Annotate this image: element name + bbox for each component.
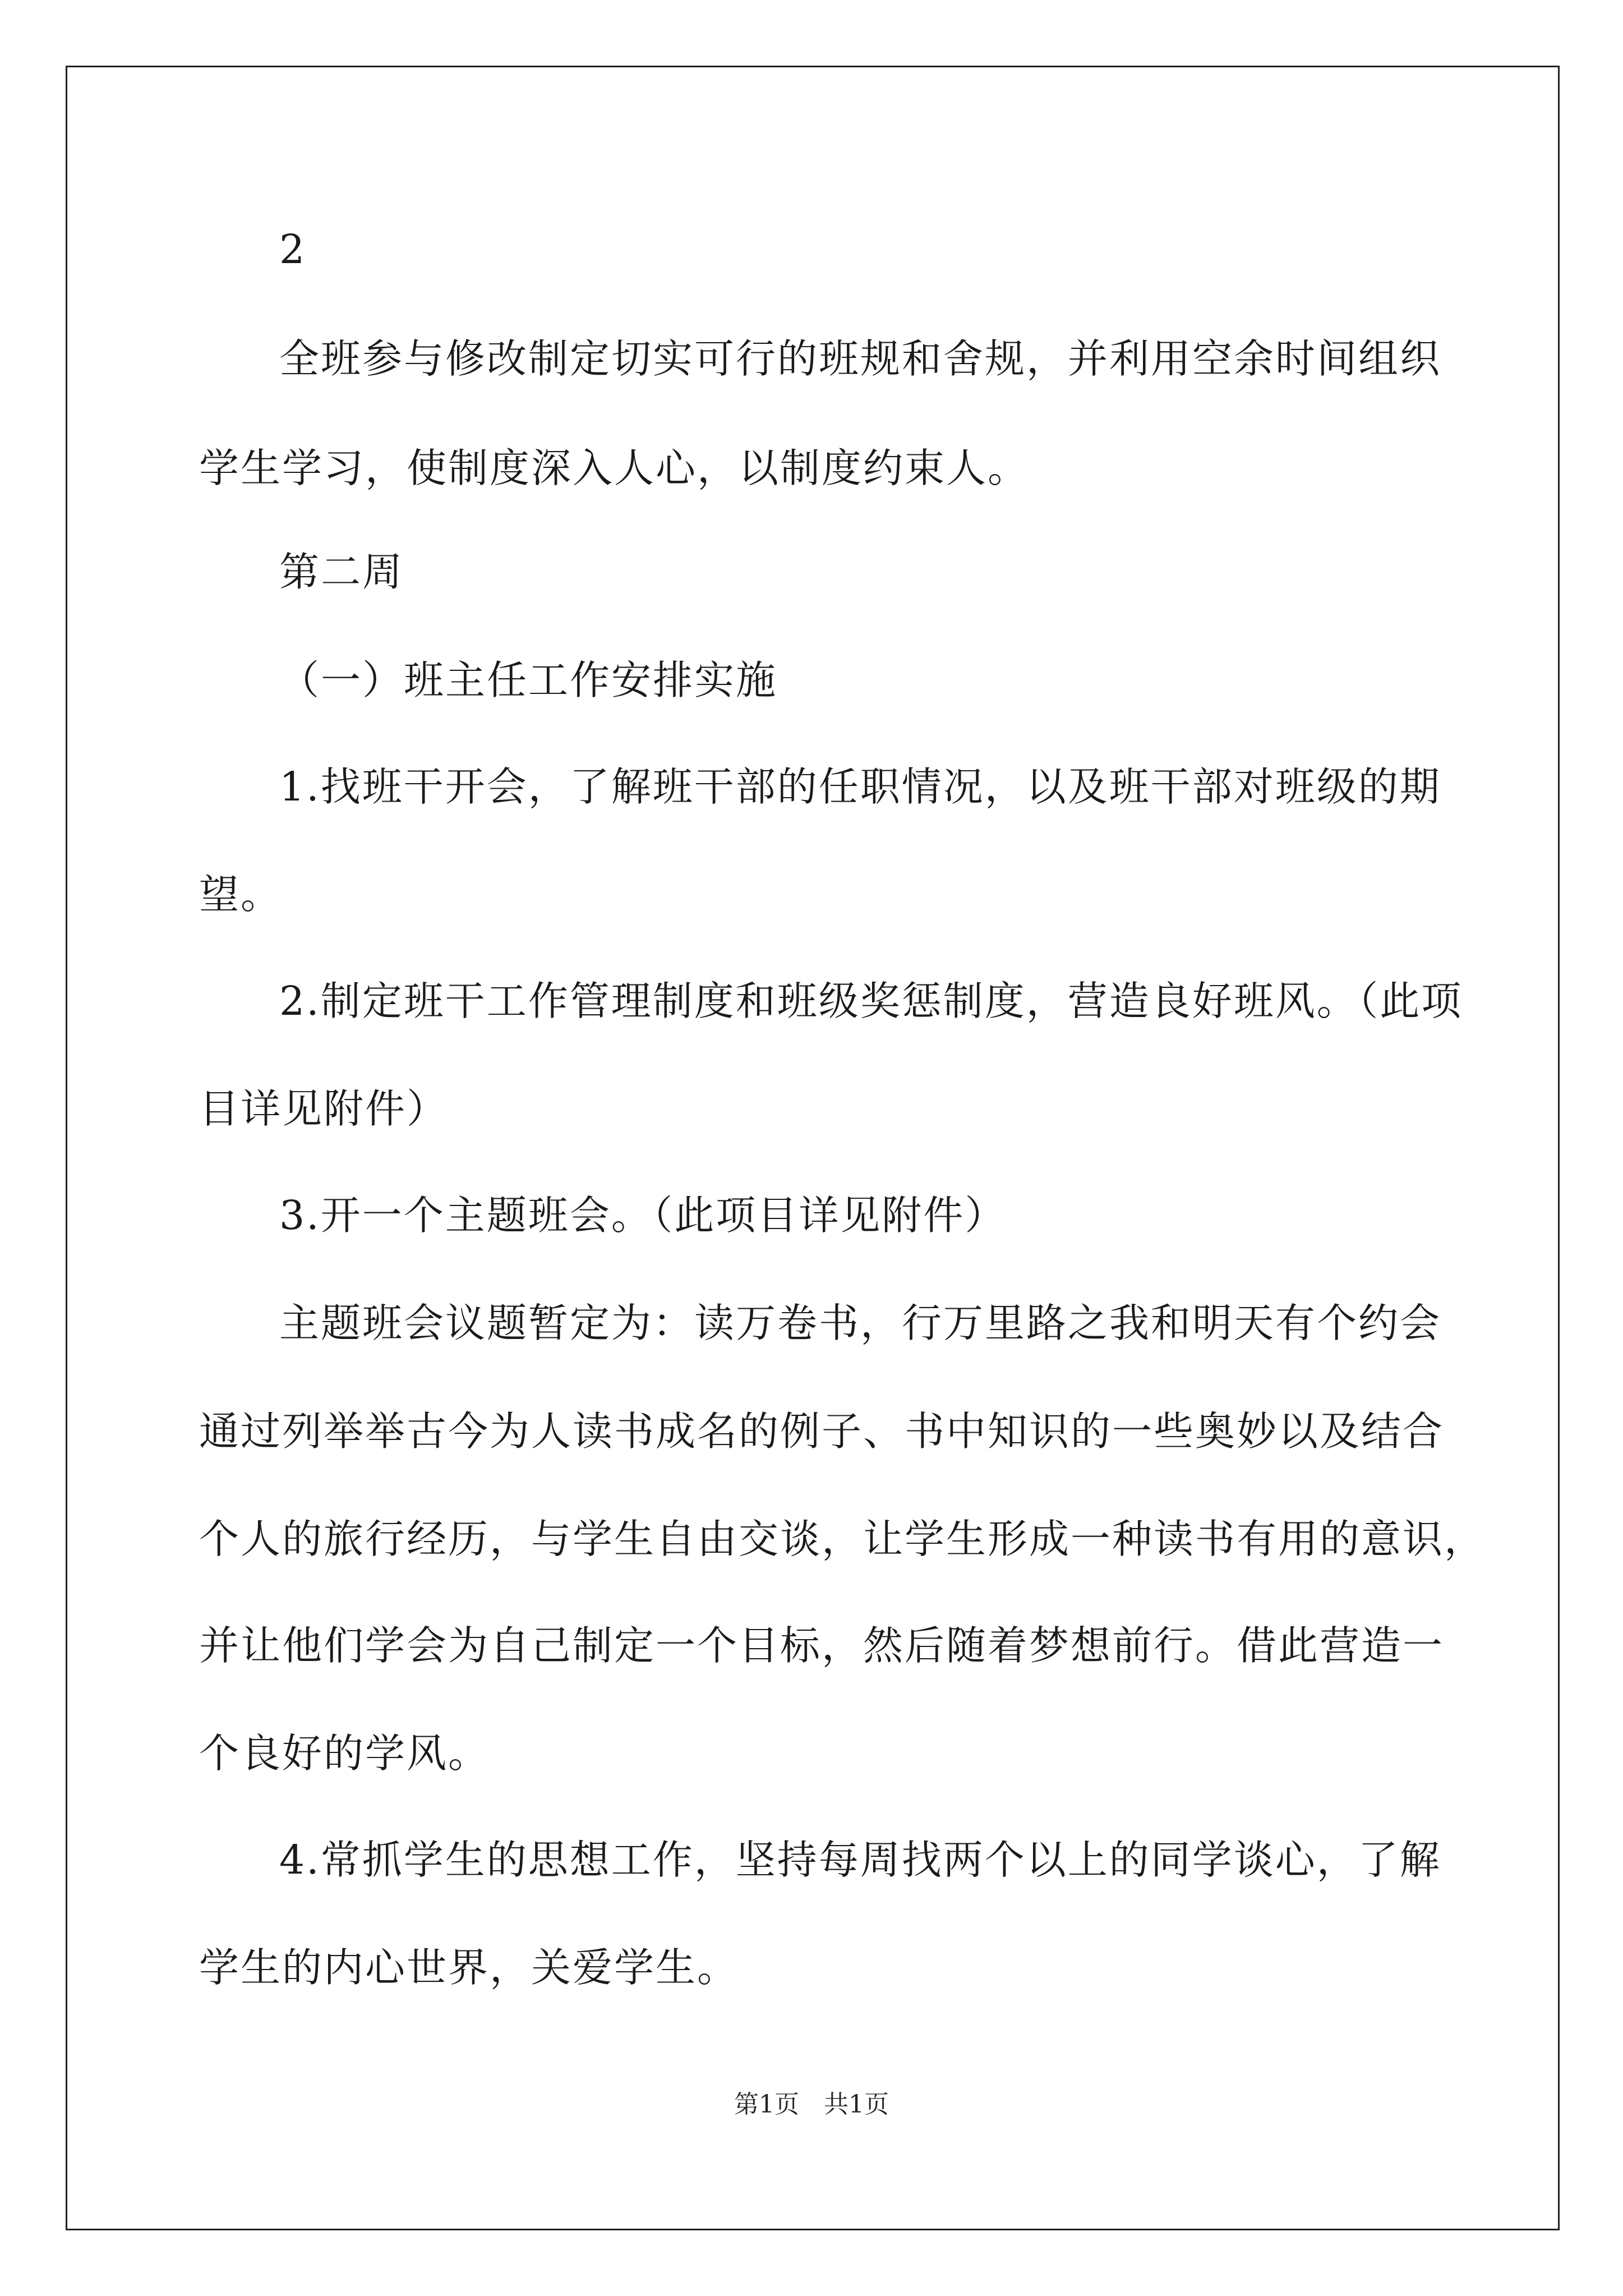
list-item-3-line: 3.开一个主题班会。（此项目详见附件） <box>279 1192 1007 1239</box>
page-border <box>66 66 1560 2230</box>
list-item-1-line: 望。 <box>199 871 283 918</box>
paragraph-line: 通过列举举古今为人读书成名的例子、书中知识的一些奥妙以及结合 <box>199 1408 1445 1455</box>
paragraph-line: 并让他们学会为自己制定一个目标，然后随着梦想前行。借此营造一 <box>199 1622 1445 1669</box>
section-heading-week-two: 第二周 <box>279 549 404 595</box>
page-footer: 第1页 共1页 <box>734 2090 889 2119</box>
list-item-4-line: 4.常抓学生的思想工作，坚持每周找两个以上的同学谈心，了解 <box>279 1837 1441 1883</box>
paragraph-line: 主题班会议题暂定为：读万卷书，行万里路之我和明天有个约会 <box>279 1300 1442 1346</box>
page-marker: 2 <box>279 226 307 273</box>
list-item-4-line: 学生的内心世界，关爱学生。 <box>199 1944 739 1991</box>
subsection-heading: （一）班主任工作安排实施 <box>279 657 778 703</box>
paragraph-line: 学生学习，使制度深入人心，以制度约束人。 <box>199 445 1030 491</box>
list-item-2-line: 目详见附件） <box>199 1085 449 1132</box>
paragraph-line: 个良好的学风。 <box>199 1730 490 1777</box>
list-item-2-line: 2.制定班干工作管理制度和班级奖惩制度，营造良好班风。（此项 <box>279 978 1463 1024</box>
paragraph-line: 全班参与修改制定切实可行的班规和舍规，并利用空余时间组织 <box>279 335 1442 382</box>
list-item-1-line: 1.找班干开会，了解班干部的任职情况，以及班干部对班级的期 <box>279 763 1441 810</box>
paragraph-line: 个人的旅行经历，与学生自由交谈，让学生形成一种读书有用的意识， <box>199 1516 1486 1562</box>
